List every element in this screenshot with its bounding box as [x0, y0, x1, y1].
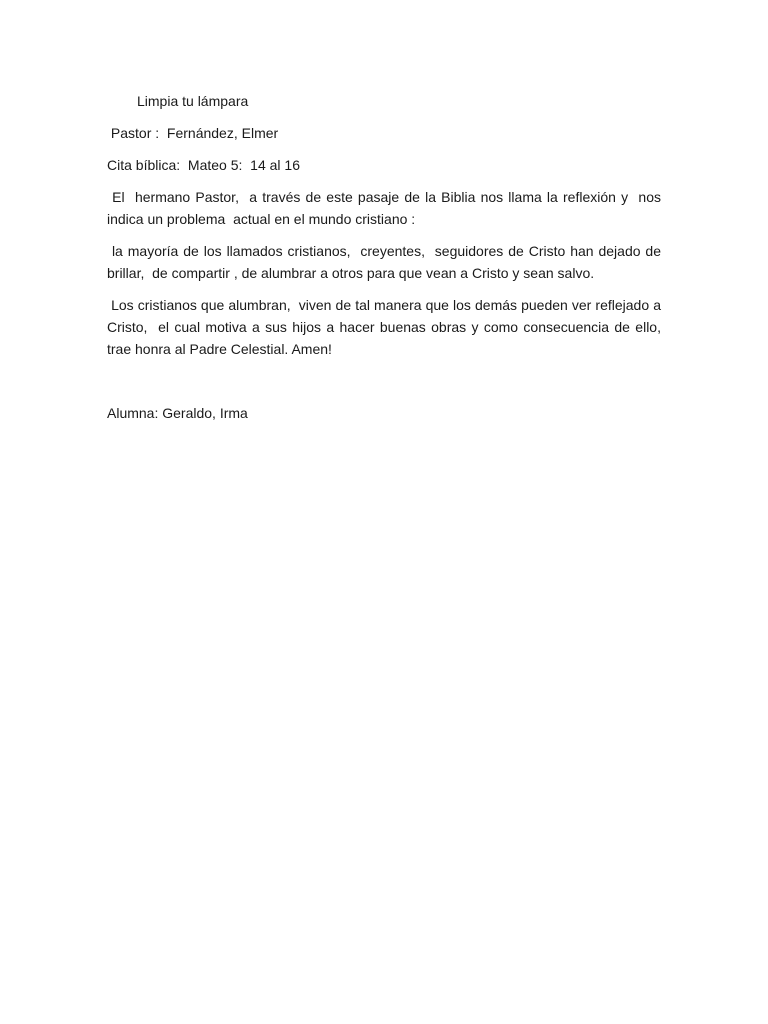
document-body [107, 90, 665, 438]
paragraph-conclusion: Los cristianos que alumbran, viven de tal manera que los demás pueden ver reflejado a Cristo, el cual motiva a sus hijos a hacer buenas obras y como consecuencia de ello, trae honra al Padre Celestial. Amen! [107, 297, 665, 357]
document-title: Limpia tu lámpara [137, 93, 249, 109]
pastor-line: Pastor : Fernández, Elmer [107, 125, 279, 141]
citation-line: Cita bíblica: Mateo 5: 14 al 16 [107, 157, 300, 173]
student-line: Alumna: Geraldo, Irma [107, 405, 248, 421]
paragraph-intro: El hermano Pastor, a través de este pasaje de la Biblia nos llama la reflexión y nos indica un problema actual en el mundo cristiano : [107, 189, 665, 227]
paragraph-problem: la mayoría de los llamados cristianos, creyentes, seguidores de Cristo han dejado de brillar, de compartir , de alumbrar a otros para que vean a Cristo y sean salvo. [107, 243, 665, 281]
